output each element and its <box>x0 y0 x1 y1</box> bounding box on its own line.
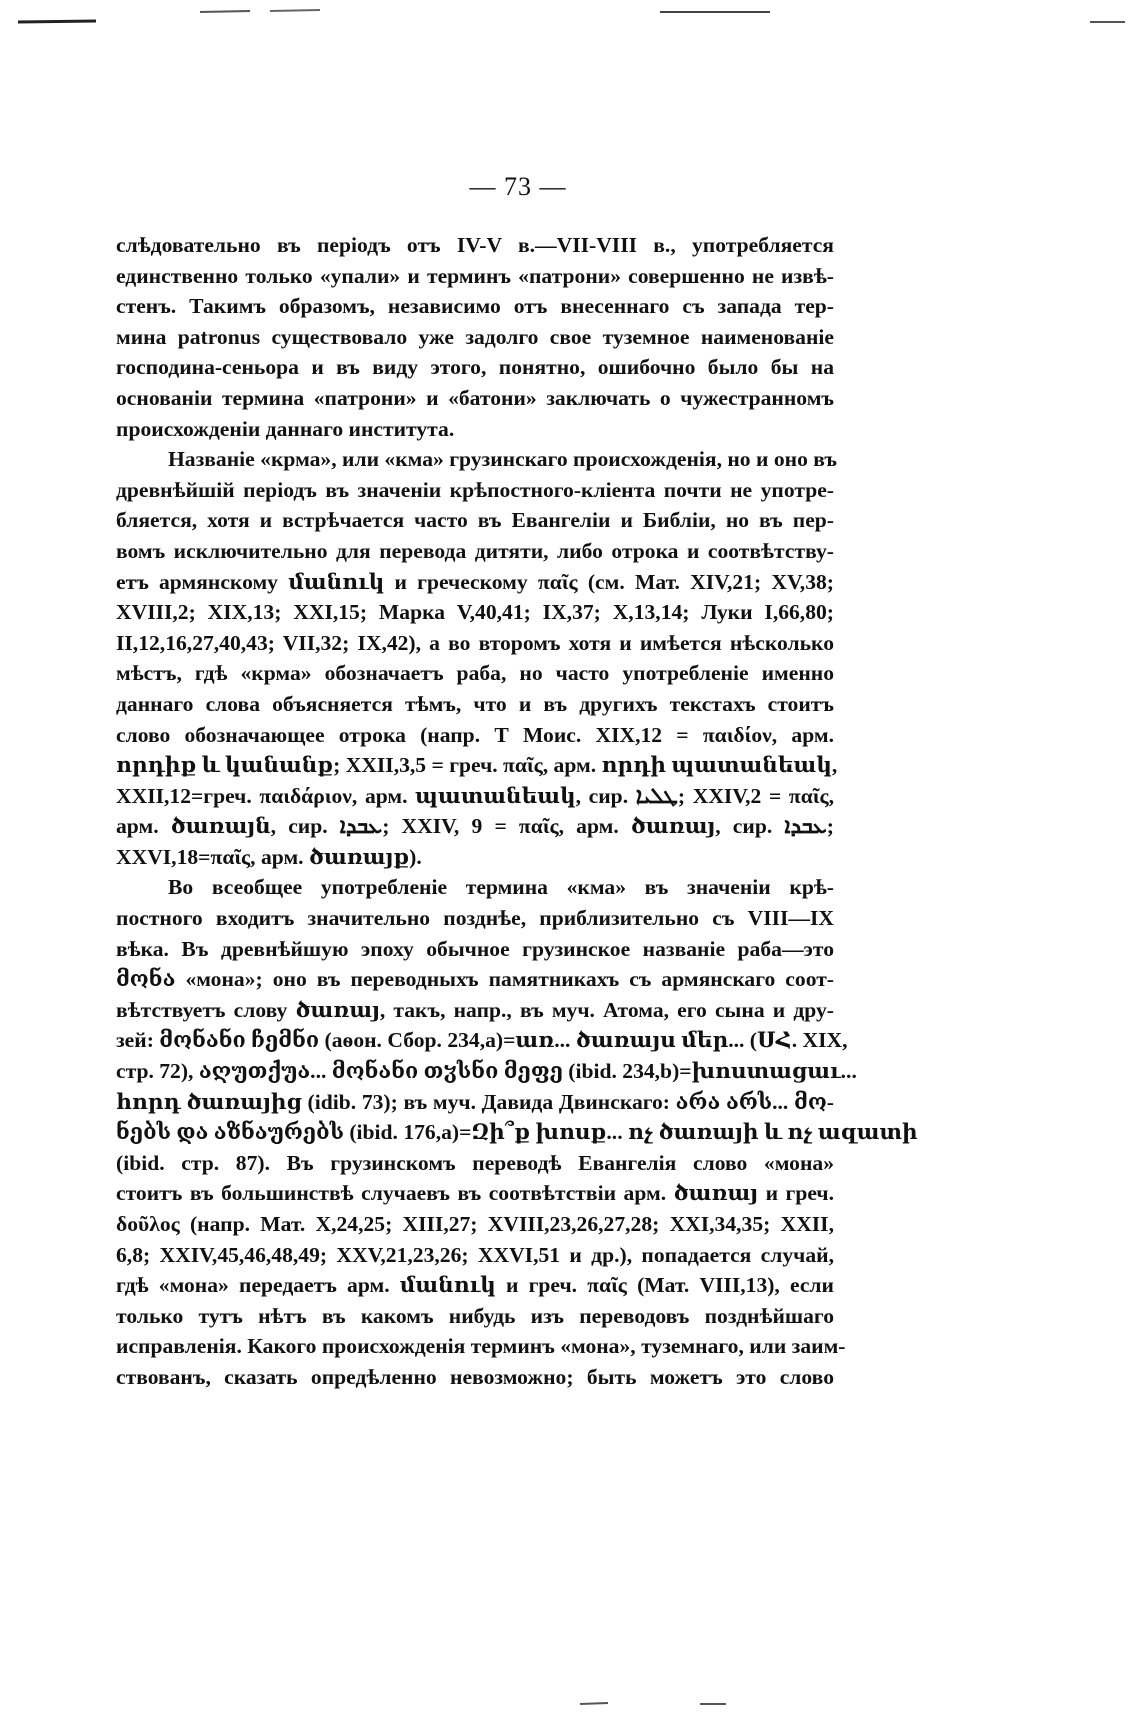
text-line: мѣстъ, гдѣ «крма» обозначаетъ раба, но часто употребленіе именно <box>116 661 834 686</box>
scan-bottom-marks <box>560 1690 760 1710</box>
text-line: вѣка. Въ древнѣйшую эпоху обычное грузинское названіе раба—это <box>116 936 834 961</box>
text-line: ნებს და აზნაურებს (ibid. 176,a)=Զի՞ք խոսք... ոչ ծառայի և ոչ ազատի <box>116 1120 918 1145</box>
text-line: стр. 72), აღუთქუა... მონანი თჳსნი მეფე (ibid. 234,b)=խոստացաւ... <box>116 1059 857 1084</box>
paragraph-start-line: Названіе «крма», или «кма» грузинскаго происхожденія, но и оно въ <box>168 447 837 472</box>
text-line: вомъ исключительно для перевода дитяти, либо отрока и соотвѣтству- <box>116 538 834 563</box>
text-line: слѣдовательно въ періодъ отъ IV-V в.—VII-VIII в., употребляется <box>116 233 834 257</box>
text-line: ствованъ, сказать опредѣленно невозможно; быть можетъ это слово <box>116 1364 834 1389</box>
text-line: стенъ. Такимъ образомъ, независимо отъ внесеннаго съ запада тер- <box>116 294 834 319</box>
text-line: вѣтствуетъ слову ծառայ, такъ, напр., въ муч. Атома, его сына и дру- <box>116 997 834 1022</box>
text-line: II,12,16,27,40,43; VII,32; IX,42), а во второмъ хотя и имѣется нѣсколько <box>116 630 834 655</box>
text-line: исправленія. Какого происхожденія терминъ «мона», туземнаго, или заим- <box>116 1334 846 1359</box>
body-text <box>116 230 918 1393</box>
text-line: стоитъ въ большинствѣ случаевъ въ соотвѣтствіи арм. ծառայ и греч. <box>116 1181 834 1206</box>
text-line: δοῦλος (напр. Мат. X,24,25; XIII,27; XVIII,23,26,27,28; XXI,34,35; XXII, <box>116 1212 834 1236</box>
text-line: 6,8; XXIV,45,46,48,49; XXV,21,23,26; XXVI,51 и др.), попадается случай, <box>116 1242 834 1267</box>
text-line: որդիք և կանանք; XXII,3,5 = греч. παῖς, арм. որդի պատանեակ, <box>116 753 838 778</box>
text-line: арм. ծառայն, сир. ܥܒܕܐ; XXIV, 9 = παῖς, арм. ծառայ, сир. ܥܒܕܐ; <box>116 814 834 839</box>
text-line: только тутъ нѣтъ въ какомъ нибудь изъ переводовъ позднѣйшаго <box>116 1303 834 1328</box>
text-line: гдѣ «мона» передаетъ арм. մանուկ и греч. παῖς (Мат. VIII,13), если <box>116 1273 834 1298</box>
text-line: етъ армянскому մանուկ и греческому παῖς (см. Мат. XIV,21; XV,38; <box>116 569 834 594</box>
paragraph-start-line: Во всеобщее употребленіе термина «кма» въ значеніи крѣ- <box>168 875 834 900</box>
text-line: даннаго слова объясняется тѣмъ, что и въ другихъ текстахъ стоитъ <box>116 691 834 716</box>
text-line: мина patronus существовало уже задолго свое туземное наименованіе <box>116 324 834 349</box>
text-line: მონა «мона»; оно въ переводныхъ памятникахъ съ армянскаго соот- <box>116 967 834 992</box>
page-number: — 73 — <box>469 172 567 201</box>
text-line: слово обозначающее отрока (напр. Т Моис. XIX,12 = παιδίον, арм. <box>116 722 834 747</box>
scan-edge-marks <box>0 0 1140 40</box>
text-line: происхожденіи даннаго института. <box>116 416 455 441</box>
text-line: XXVI,18=παῖς, арм. ծառայք). <box>116 844 422 869</box>
text-line: (ibid. стр. 87). Въ грузинскомъ переводѣ Евангелія слово «мона» <box>116 1150 834 1175</box>
text-line: единственно только «упали» и терминъ «патрони» совершенно не извѣ- <box>116 263 834 288</box>
text-line: древнѣйшій періодъ въ значеніи крѣпостного-кліента почти не употре- <box>116 477 834 502</box>
text-line: бляется, хотя и встрѣчается часто въ Евангеліи и Библіи, но въ пер- <box>116 508 834 533</box>
text-line: XVIII,2; XIX,13; XXI,15; Марка V,40,41; IX,37; X,13,14; Луки I,66,80; <box>116 600 834 625</box>
text-line: XXII,12=греч. παιδάριον, арм. պատանեակ, сир. ܛܠܝܐ; XXIV,2 = παῖς, <box>116 783 834 808</box>
text-line: հորդ ծառայից (idib. 73); въ муч. Давида Двинскаго: არა არს... მო- <box>116 1089 834 1114</box>
text-line: основаніи термина «патрони» и «батони» заключать о чужестранномъ <box>116 385 834 410</box>
text-line: постного входитъ значительно позднѣе, приблизительно съ VIII—IX <box>116 906 834 931</box>
text-line: господина-сеньора и въ виду этого, понятно, ошибочно было бы на <box>116 355 834 380</box>
text-line: зей: მონანი ჩემნი (аѳон. Сбор. 234,a)=առ... ծառայս մեր... (ՍՀ. XIX, <box>116 1028 848 1053</box>
